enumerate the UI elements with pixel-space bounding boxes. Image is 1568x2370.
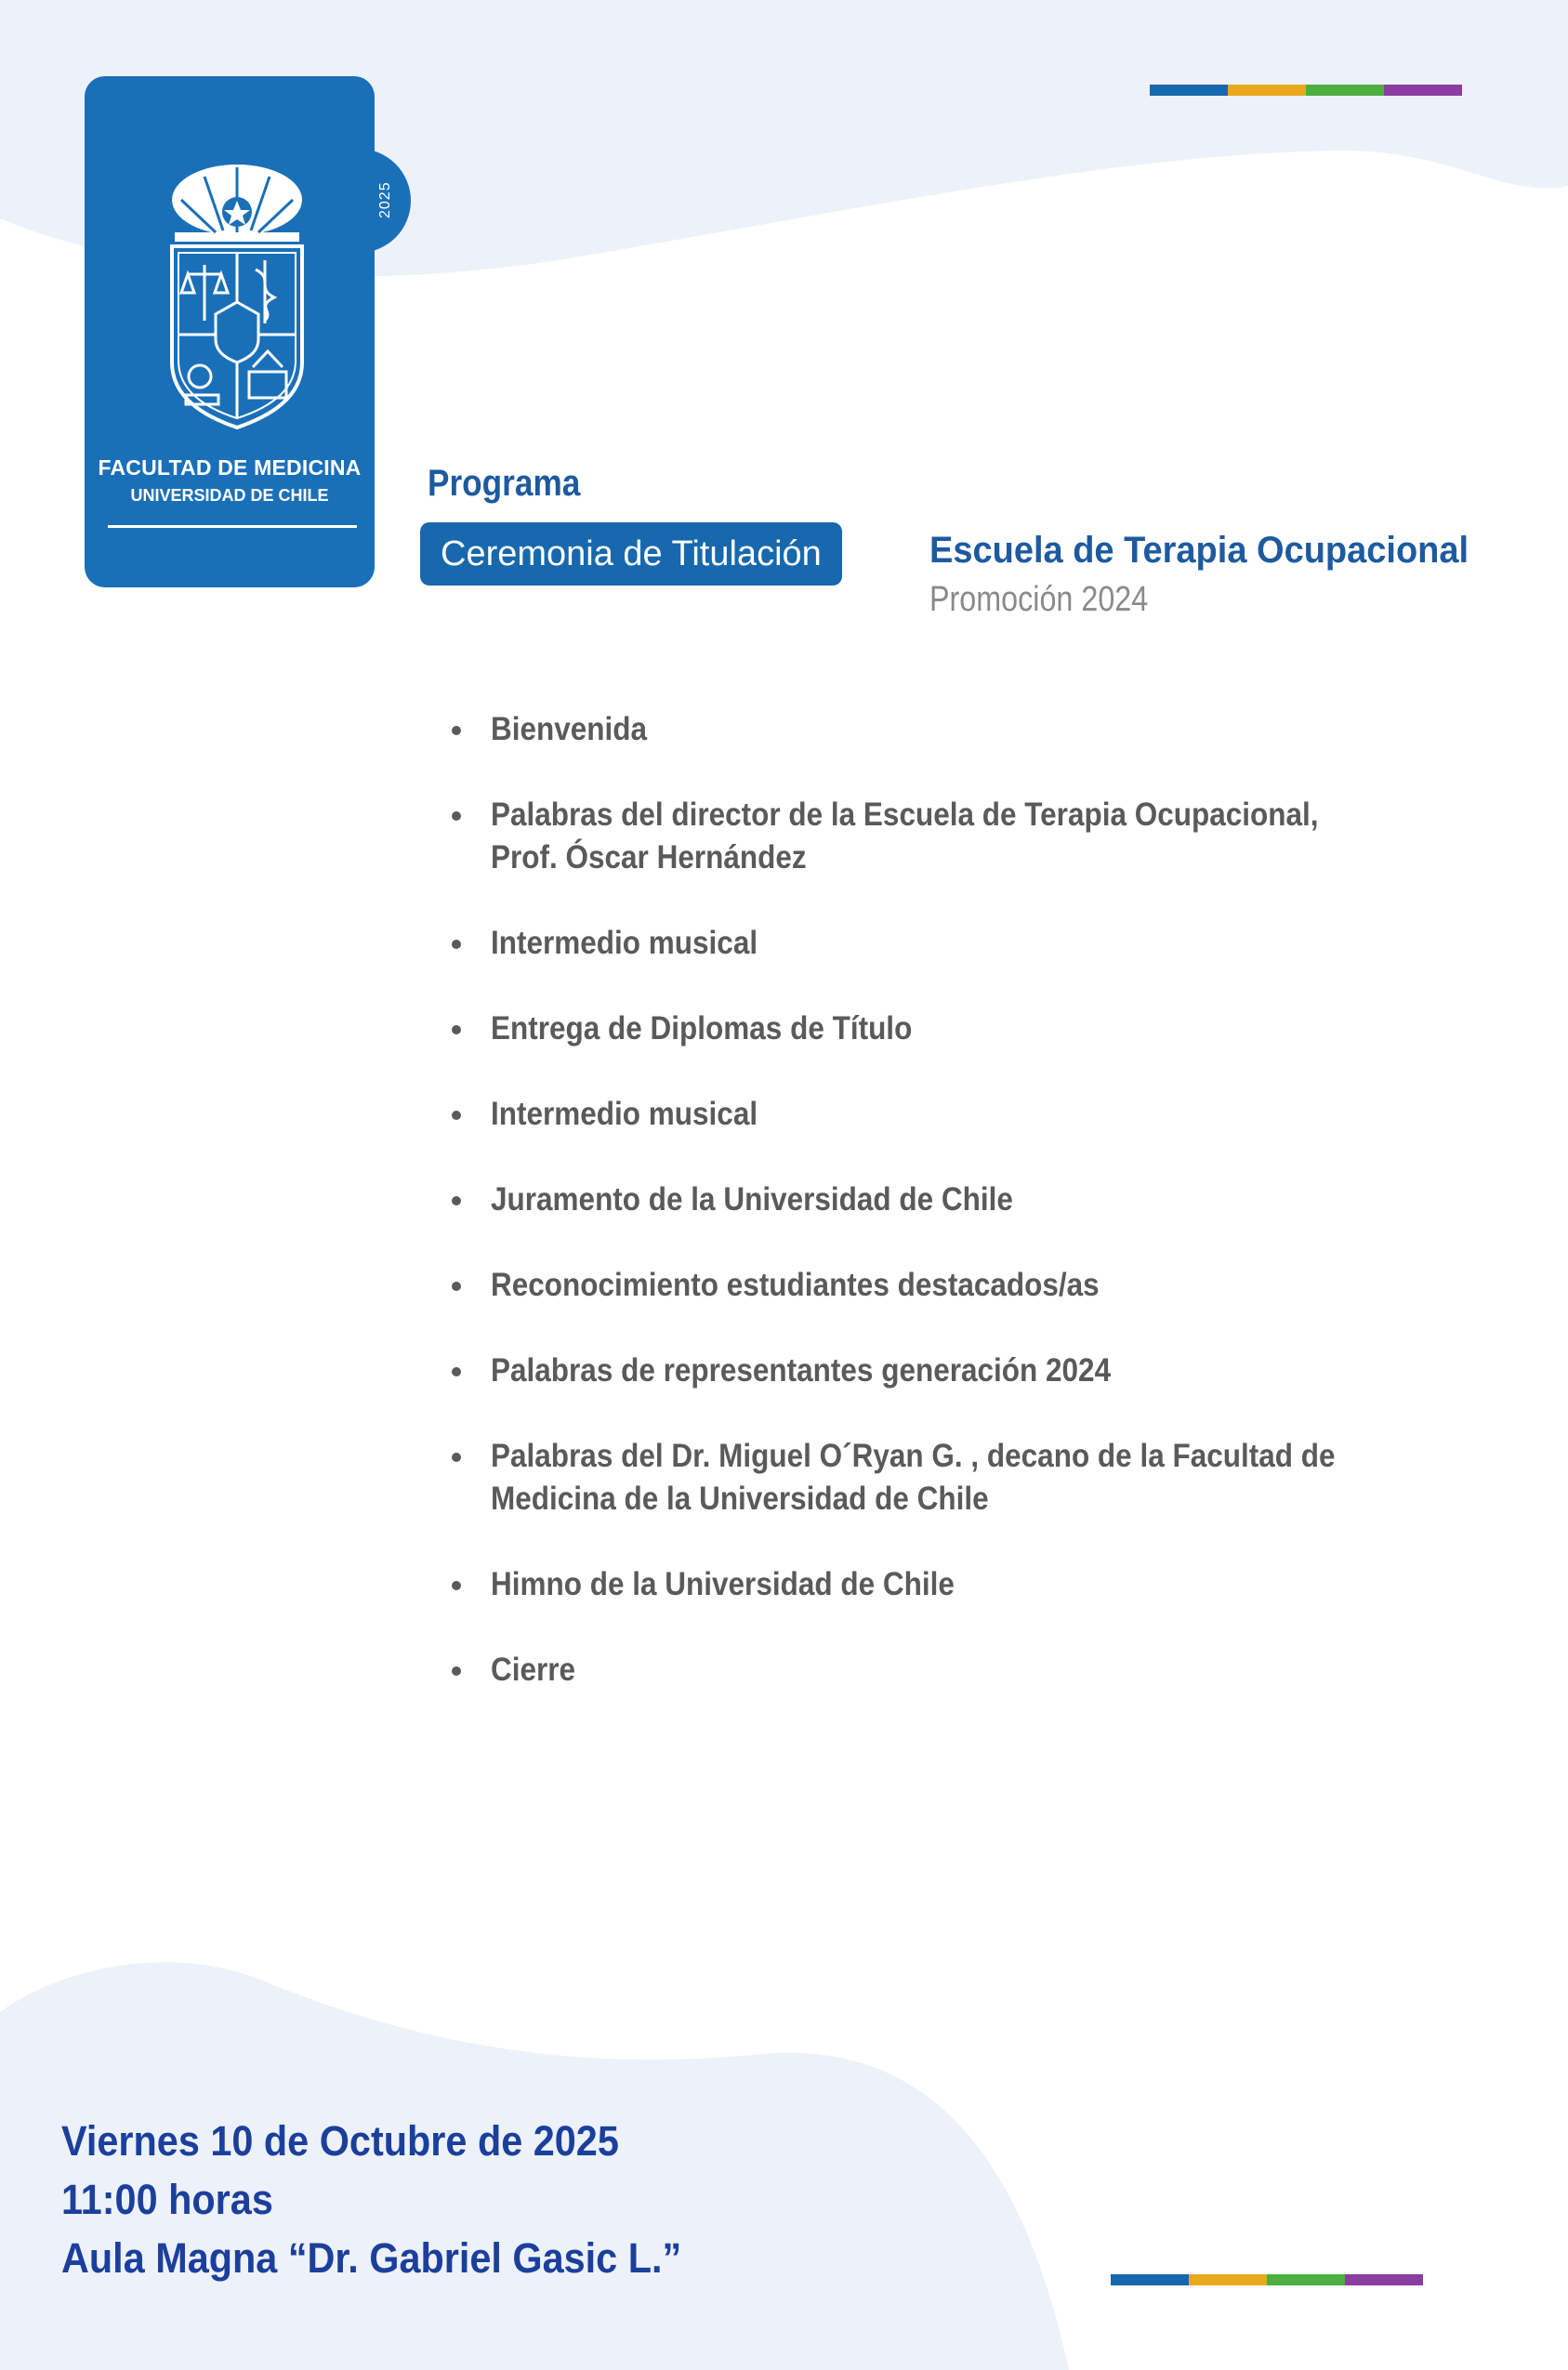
event-time: 11:00 horas [61, 2176, 273, 2223]
bullet-icon [452, 811, 461, 821]
university-crest-icon [149, 149, 325, 437]
bullet-icon [452, 1367, 461, 1376]
agenda-item [446, 1435, 1469, 1521]
logo-year: 2025 [377, 181, 393, 218]
top-color-stripe [1150, 85, 1462, 96]
agenda-item [446, 794, 1469, 879]
stripe-green [1306, 85, 1384, 96]
ceremony-badge [420, 522, 842, 586]
bullet-icon [452, 1111, 461, 1120]
agenda-item [446, 1649, 1469, 1692]
stripe-blue [1150, 85, 1228, 96]
agenda-item-text: Bienvenida [491, 711, 648, 747]
agenda-item-text: Palabras de representantes generación 2024 [491, 1352, 1112, 1389]
agenda-item-text: Prof. Óscar Hernández [491, 839, 807, 876]
agenda-item [446, 708, 1469, 751]
bullet-icon [452, 726, 461, 735]
stripe-green [1267, 2274, 1345, 2285]
agenda-item [446, 1264, 1469, 1307]
agenda-item [446, 1093, 1469, 1136]
bullet-icon [452, 1666, 461, 1676]
logo-faculty-name: FACULTAD DE MEDICINA [98, 455, 362, 480]
bullet-icon [452, 1282, 461, 1291]
agenda-list [446, 708, 1469, 1734]
agenda-item [446, 1563, 1469, 1606]
agenda-item-text: Intermedio musical [491, 1096, 758, 1132]
logo-divider [108, 525, 357, 528]
school-name: Escuela de Terapia Ocupacional [929, 530, 1469, 571]
bullet-icon [452, 940, 461, 949]
bullet-icon [452, 1581, 461, 1590]
event-details [61, 2112, 735, 2287]
agenda-item-text: Reconocimiento estudiantes destacados/as [491, 1267, 1100, 1303]
agenda-item-text: Juramento de la Universidad de Chile [491, 1181, 1013, 1218]
event-venue: Aula Magna “Dr. Gabriel Gasic L.” [61, 2234, 682, 2282]
agenda-item-text: Entrega de Diplomas de Título [491, 1010, 913, 1047]
agenda-item [446, 922, 1469, 965]
agenda-item [446, 1350, 1469, 1392]
stripe-yellow [1228, 85, 1306, 96]
stripe-purple [1384, 85, 1462, 96]
bottom-color-stripe [1111, 2274, 1423, 2285]
agenda-item-text: Medicina de la Universidad de Chile [491, 1481, 989, 1517]
event-date: Viernes 10 de Octubre de 2025 [61, 2117, 619, 2165]
promotion-year: Promoción 2024 [929, 580, 1149, 619]
stripe-purple [1345, 2274, 1423, 2285]
agenda-item [446, 1007, 1469, 1050]
bullet-icon [452, 1196, 461, 1205]
agenda-item [446, 1178, 1469, 1221]
stripe-blue [1111, 2274, 1189, 2285]
agenda-item-text: Himno de la Universidad de Chile [491, 1566, 955, 1602]
stripe-yellow [1189, 2274, 1267, 2285]
ceremony-title: Ceremonia de Titulación [441, 533, 822, 573]
agenda-item-text: Palabras del director de la Escuela de Terapia Ocupacional, [491, 797, 1319, 833]
bullet-icon [452, 1025, 461, 1034]
bullet-icon [452, 1453, 461, 1462]
agenda-item-text: Palabras del Dr. Miguel O´Ryan G. , decano de la Facultad de [491, 1438, 1336, 1474]
agenda-item-text: Cierre [491, 1652, 576, 1688]
logo-university-name: UNIVERSIDAD DE CHILE [130, 486, 329, 505]
program-label: Programa [428, 463, 581, 504]
agenda-item-text: Intermedio musical [491, 925, 758, 961]
